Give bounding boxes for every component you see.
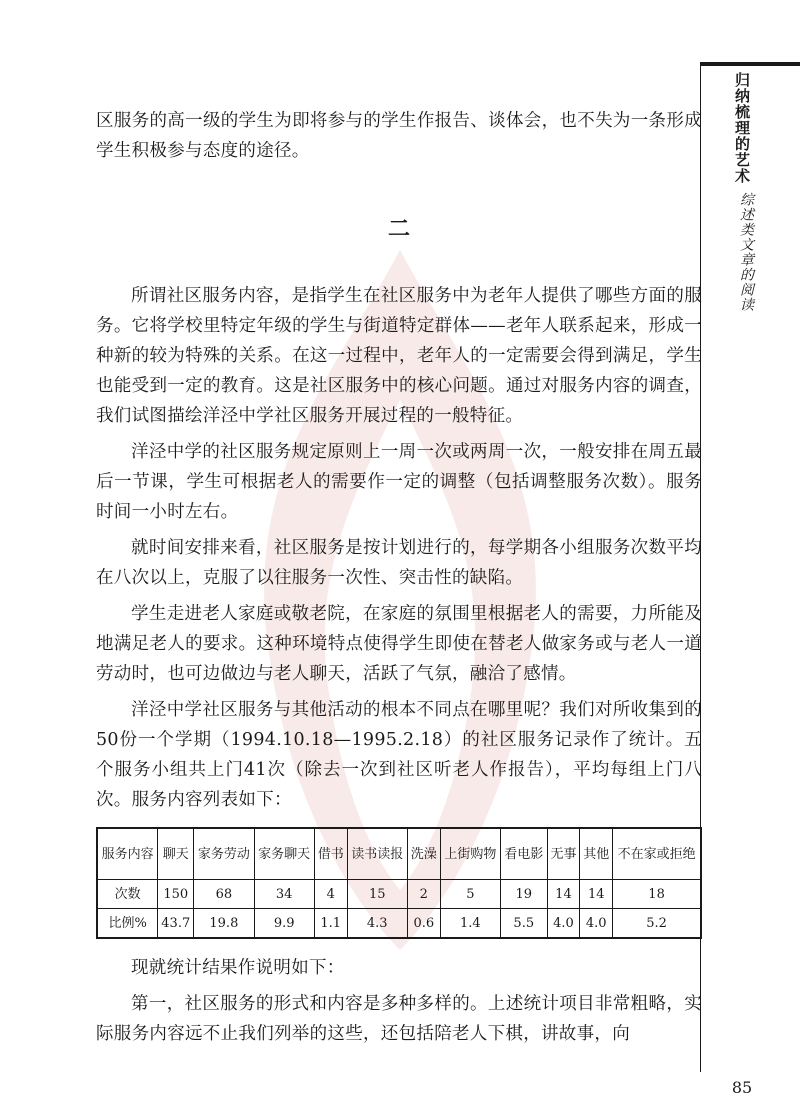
sidebar-book-title: 归纳梳理的艺术	[733, 72, 751, 184]
table-cell: 5.5	[501, 909, 548, 939]
table-cell: 5.2	[613, 909, 701, 939]
table-cell: 0.6	[407, 909, 440, 939]
table-header-cell: 聊天	[158, 828, 194, 880]
paragraph: 第一，社区服务的形式和内容是多种多样的。上述统计项目非常粗略，实际服务内容远不止我们列举的这些，还包括陪老人下棋，讲故事，向	[96, 994, 702, 1044]
table-cell: 5	[440, 880, 500, 909]
table-cell: 9.9	[254, 909, 314, 939]
table-cell: 4	[314, 880, 347, 909]
table-header-cell: 不在家或拒绝	[613, 828, 701, 880]
table-row	[97, 880, 701, 909]
table-cell: 比例%	[97, 909, 158, 939]
table-row	[97, 909, 701, 939]
table-header-cell: 家务聊天	[254, 828, 314, 880]
table-cell: 34	[254, 880, 314, 909]
table-cell: 14	[580, 880, 613, 909]
sidebar-top-rule	[700, 62, 800, 66]
table-cell: 4.3	[347, 909, 407, 939]
table-cell: 19.8	[194, 909, 254, 939]
table-header-cell: 借书	[314, 828, 347, 880]
paragraph: 学生走进老人家庭或敬老院，在家庭的氛围里根据老人的需要，力所能及地满足老人的要求。这种环境特点使得学生即使在替老人做家务或与老人一道劳动时，也可边做边与老人聊天，活跃了气氛，融洽了感情。	[96, 604, 702, 684]
table-header-row	[97, 828, 701, 880]
table-header-cell: 家务劳动	[194, 828, 254, 880]
table-header-cell: 其他	[580, 828, 613, 880]
table-cell: 2	[407, 880, 440, 909]
page-number: 85	[731, 1078, 753, 1097]
page-body	[96, 106, 702, 1055]
table-cell: 18	[613, 880, 701, 909]
paragraph-continued: 区服务的高一级的学生为即将参与的学生作报告、谈体会，也不失为一条形成学生积极参与态度的途径。	[96, 111, 702, 161]
table-cell: 150	[158, 880, 194, 909]
table-cell: 43.7	[158, 909, 194, 939]
table-cell: 1.4	[440, 909, 500, 939]
section-heading: 二	[387, 217, 410, 242]
table-cell: 15	[347, 880, 407, 909]
table-header-cell: 服务内容	[97, 828, 158, 880]
table-header-cell: 上街购物	[440, 828, 500, 880]
table-header-cell: 无事	[547, 828, 580, 880]
table-cell: 4.0	[580, 909, 613, 939]
table-header-cell: 读书读报	[347, 828, 407, 880]
service-content-table	[96, 827, 702, 939]
paragraph: 就时间安排来看，社区服务是按计划进行的，每学期各小组服务次数平均在八次以上，克服了以往服务一次性、突击性的缺陷。	[96, 538, 702, 588]
table-cell: 4.0	[547, 909, 580, 939]
table-header-cell: 看电影	[501, 828, 548, 880]
table-cell: 68	[194, 880, 254, 909]
table-cell: 19	[501, 880, 548, 909]
paragraph: 洋泾中学社区服务与其他活动的根本不同点在哪里呢？我们对所收集到的50份一个学期（1994.10.18—1995.2.18）的社区服务记录作了统计。五个服务小组共上门41次（除去一次到社区听老人作报告），平均每组上门八次。服务内容列表如下：	[96, 700, 702, 810]
table-header-cell: 洗澡	[407, 828, 440, 880]
table-cell: 次数	[97, 880, 158, 909]
table-cell: 1.1	[314, 909, 347, 939]
paragraph: 洋泾中学的社区服务规定原则上一周一次或两周一次，一般安排在周五最后一节课，学生可根据老人的需要作一定的调整（包括调整服务次数）。服务时间一小时左右。	[96, 442, 702, 522]
table-cell: 14	[547, 880, 580, 909]
paragraph: 现就统计结果作说明如下：	[131, 958, 345, 978]
sidebar-chapter-title: 综述类文章的阅读	[738, 192, 754, 312]
paragraph: 所谓社区服务内容，是指学生在社区服务中为老年人提供了哪些方面的服务。它将学校里特定年级的学生与街道特定群体——老年人联系起来，形成一种新的较为特殊的关系。在这一过程中，老年人的一定需要会得到满足，学生也能受到一定的教育。这是社区服务中的核心问题。通过对服务内容的调查，我们试图描绘洋泾中学社区服务开展过程的一般特征。	[96, 286, 702, 426]
